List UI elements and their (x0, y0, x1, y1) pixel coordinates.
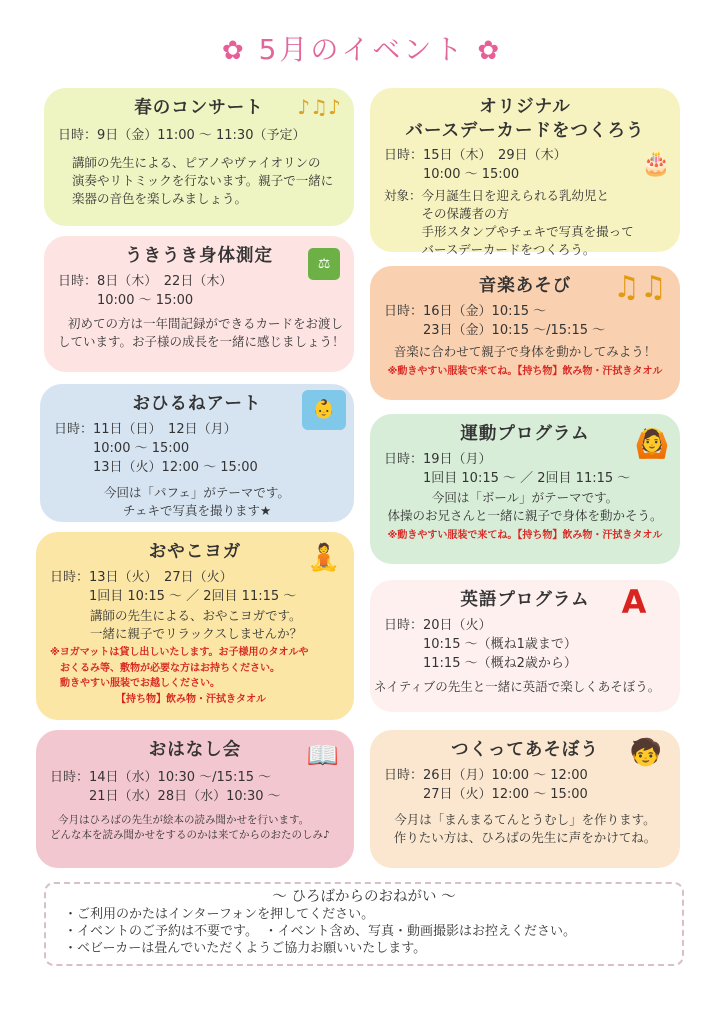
event-date: 23日（金）10:15 ～/15:15 ～ (384, 323, 606, 339)
child-crafting-icon: 🧒 (629, 738, 663, 769)
event-date: 1回目 10:15 ～ ／ 2回目 11:15 ～ (50, 589, 297, 605)
event-date: 日時：9日（金）11:00 ～ 11:30（予定） (58, 128, 306, 144)
event-desc-line: 今月は「まんまるてんとうむし」を作ります。 (394, 812, 656, 828)
notice-item: ・ベビーカーは畳んでいただくようご協力お願いいたします。 (64, 940, 427, 956)
event-desc-line: 音楽に合わせて親子で身体を動かしてみよう！ (393, 344, 657, 360)
reading-book-icon: 📖 (306, 741, 340, 772)
event-date: 10:15 ～（概ね1歳まで） (384, 637, 577, 653)
card-birthday-card (370, 88, 680, 258)
card-title: 音楽あそび (478, 276, 572, 296)
card-english (370, 580, 680, 712)
event-date: 日時：14日（水）10:30 ～/15:15 ～ (50, 770, 272, 786)
event-desc-line: 講師の先生による、ピアノやヴァイオリンの (72, 155, 321, 171)
notice-box (44, 882, 684, 966)
card-exercise (370, 414, 680, 564)
event-desc-line: 一緒に親子でリラックスしませんか？ (90, 626, 303, 642)
event-note: 【持ち物】飲み物・汗拭きタオル (116, 693, 266, 705)
event-desc-line: 初めての方は一年間記録ができるカードをお渡し (68, 316, 344, 332)
music-notes-icon: ♪♫♪ (297, 94, 341, 119)
event-target-line: 対象：今月誕生日を迎えられる乳幼児と (384, 187, 610, 203)
event-date: 21日（水）28日（水）10:30 ～ (50, 789, 281, 805)
event-desc-line: しています。お子様の成長を一緒に感じましょう！ (58, 334, 345, 350)
card-craft (370, 730, 680, 868)
event-date: 日時：15日（木） 29日（木） (384, 148, 567, 164)
event-note: ※動きやすい服装で来てね。【持ち物】飲み物・汗拭きタオル (387, 366, 663, 378)
event-date: 日時：11日（日） 12日（月） (54, 422, 237, 438)
event-target-line: その保護者の方 (384, 206, 510, 222)
card-title: うきうき身体測定 (125, 246, 273, 266)
event-desc-line: 体操のお兄さんと一緒に親子で身体を動かそう。 (387, 508, 663, 524)
event-target-line: バースデーカードをつくろう。 (384, 242, 596, 258)
event-desc-line: 演奏やリトミックを行ないます。親子で一緒に (72, 173, 334, 189)
card-title: 春のコンサート (134, 98, 264, 118)
page-title-row (0, 28, 724, 68)
card-music-play (370, 266, 680, 400)
card-title: 英語プログラム (460, 590, 590, 610)
card-title: つくってあそぼう (451, 740, 599, 760)
yoga-mother-icon: 🧘 (307, 543, 341, 574)
event-desc-line: 今回は「パフェ」がテーマです。 (104, 484, 290, 500)
event-note: おくるみ等、敷物が必要な方はお持ちください。 (60, 662, 280, 674)
event-desc-line: 今月はひろばの先生が絵本の読み聞かせを行います。 (58, 814, 310, 827)
card-body-measurement (44, 236, 354, 372)
event-date: 日時：16日（金）10:15 ～ (384, 304, 547, 320)
scale-icon: ⚖ (308, 248, 340, 280)
event-desc-line: 楽器の音色を楽しみましょう。 (72, 191, 248, 207)
event-desc-line: どんな本を読み聞かせをするのかは来てからのおたのしみ♪ (50, 829, 330, 842)
card-oyako-yoga (36, 532, 354, 720)
card-title: おひるねアート (132, 394, 262, 414)
event-date: 13日（火）12:00 ～ 15:00 (54, 460, 258, 476)
event-desc-line: 作りたい方は、ひろばの先生に声をかけてね。 (393, 830, 657, 846)
notice-item: ・イベントのご予約は不要です。 ・イベント含め、写真・動画撮影はお控えください。 (64, 923, 576, 939)
event-date: 27日（火）12:00 ～ 15:00 (384, 787, 588, 803)
card-storytime (36, 730, 354, 868)
card-title: おやこヨガ (148, 542, 242, 562)
notice-title: ～ ひろばからのおねがい ～ (272, 889, 456, 905)
event-date: 1回目 10:15 ～ ／ 2回目 11:15 ～ (384, 471, 631, 487)
event-note: ※動きやすい服装で来てね。【持ち物】飲み物・汗拭きタオル (387, 530, 663, 542)
card-title: 運動プログラム (460, 424, 590, 444)
event-date: 10:00 ～ 15:00 (54, 441, 190, 457)
event-date: 日時：19日（月） (384, 452, 492, 468)
notice-item: ・ご利用のかたはインターフォンを押してください。 (64, 906, 375, 922)
event-note: 動きやすい服装でお越しください。 (60, 678, 220, 690)
event-date: 11:15 ～（概ね2歳から） (384, 656, 577, 672)
event-note: ※ヨガマットは貸し出しいたします。お子様用のタオルや (50, 647, 309, 659)
card-spring-concert (44, 88, 354, 226)
flower-icon: ✿ (477, 36, 503, 66)
event-target-line: 手形スタンプやチェキで写真を撮って (384, 224, 634, 240)
event-date: 日時：26日（月）10:00 ～ 12:00 (384, 768, 588, 784)
event-date: 10:00 ～ 15:00 (58, 293, 194, 309)
flower-icon: ✿ (221, 36, 247, 66)
event-date: 日時：20日（火） (384, 618, 492, 634)
event-date: 日時：8日（木） 22日（木） (58, 274, 233, 290)
event-desc-line: 今回は「ボール」がテーマです。 (431, 490, 619, 506)
card-nap-art (40, 384, 354, 522)
birthday-cake-icon: 🎂 (641, 148, 671, 177)
music-note-icon: ♫♫ (613, 270, 667, 306)
card-title: おはなし会 (148, 740, 242, 760)
card-title: オリジナル バースデーカードをつくろう (405, 97, 645, 141)
page-title: 5月のイベント (258, 33, 466, 66)
event-date: 日時：13日（火） 27日（火） (50, 570, 233, 586)
event-desc-line: ネイティブの先生と一緒に英語で楽しくあそぼう。 (374, 678, 661, 694)
event-desc-line: 講師の先生による、おやこヨガです。 (90, 608, 302, 624)
event-date: 10:00 ～ 15:00 (384, 167, 520, 183)
baby-photo-icon: 👶 (302, 390, 346, 430)
letter-a-icon: A (621, 582, 647, 621)
stretching-person-icon: 🙆 (634, 426, 670, 460)
event-desc-line: チェキで写真を撮ります★ (122, 503, 272, 519)
